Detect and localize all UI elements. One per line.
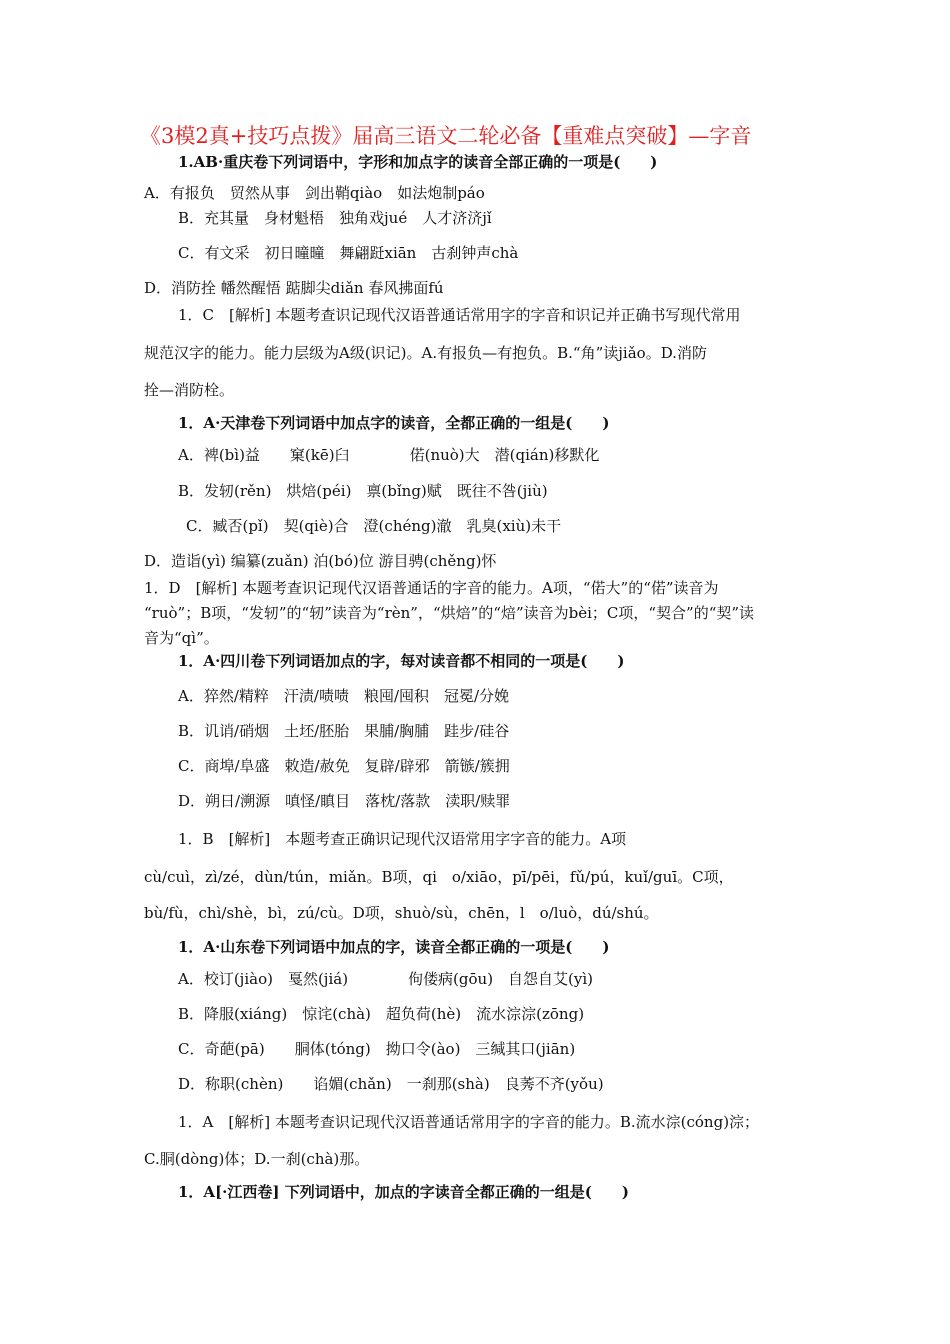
q3-answer-line1: 1．B [解析] 本题考查正确识记现代汉语常用字字音的能力。A项 [178,830,627,848]
page-title: 《3模2真+技巧点拨》届高三语文二轮必备【重难点突破】—字音 [140,124,752,148]
q4-option-d: D．称职(chèn) 谄媚(chǎn) 一刹那(shà) 良莠不齐(yǒu) [178,1075,604,1093]
q1-answer-line2: 规范汉字的能力。能力层级为A级(识记)。A.有报负—有抱负。B.“角”读jiǎo。D.消防 [144,344,707,362]
q2-answer-line2: “ruò”；B项，“发轫”的“轫”读音为“rèn”，“烘焙”的“焙”读音为bèi；C项，“契合”的“契”读 [144,604,755,622]
q2-option-d: D．造诣(yì) 编纂(zuǎn) 泊(bó)位 游目骋(chěng)怀 [144,552,497,570]
q1-answer-line3: 拴—消防栓。 [144,381,235,399]
q2-option-b: B．发轫(rěn) 烘焙(péi) 禀(bǐng)赋 既往不咎(jiù) [178,482,548,500]
q4-answer-line1: 1．A [解析] 本题考查识记现代汉语普通话常用字的字音的能力。B.流水淙(cóng)淙； [178,1113,760,1131]
q3-option-d: D．朔日/溯源 嗔怪/瞋目 落枕/落款 渎职/赎罪 [178,792,511,810]
q3-answer-line3: bù/fù，chì/shè，bì，zú/cù。D项，shuò/sù，chēn，l o/luò，dú/shú。 [144,904,659,922]
q1-option-a: A．有报负 贸然从事 剑出鞘qiào 如法炮制páo [144,184,485,202]
q1-stem: 1.AB·重庆卷下列词语中，字形和加点字的读音全部正确的一项是( ) [178,153,658,171]
q4-stem: 1．A·山东卷下列词语中加点的字，读音全都正确的一项是( ) [178,938,610,956]
q1-answer-line1: 1．C [解析] 本题考查识记现代汉语普通话常用字的字音和识记并正确书写现代常用 [178,306,741,324]
q2-answer-line1: 1．D [解析] 本题考查识记现代汉语普通话的字音的能力。A项，“偌大”的“偌”读音为 [144,579,719,597]
q3-option-a: A．猝然/精粹 汗渍/啧啧 粮囤/囤积 冠冕/分娩 [178,687,510,705]
q2-answer-line3: 音为“qì”。 [144,629,219,647]
q5-stem: 1．A[·江西卷] 下列词语中，加点的字读音全都正确的一组是( ) [178,1183,629,1201]
q4-option-a: A．校订(jiào) 戛然(jiá) 佝偻病(gōu) 自怨自艾(yì) [178,970,594,988]
q1-option-b: B．充其量 身材魁梧 独角戏jué 人才济济jǐ [178,209,492,227]
q4-answer-line2: C.胴(dòng)体；D.一刹(chà)那。 [144,1150,370,1168]
q3-option-c: C．商埠/阜盛 敕造/赦免 复辟/辟邪 箭镞/簇拥 [178,757,510,775]
q1-option-c: C．有文采 初日曈曈 舞翩跹xiān 古刹钟声chà [178,244,519,262]
q3-answer-line2: cù/cuì，zì/zé，dùn/tún，miǎn。B项，qi o/xiāo，pī/pēi，fǔ/pú，kuǐ/guī。C项， [144,868,734,886]
q4-option-c: C．奇葩(pā) 胴体(tóng) 拗口令(ào) 三缄其口(jiān) [178,1040,576,1058]
q2-option-a: A．裨(bì)益 窠(kē)臼 偌(nuò)大 潜(qián)移默化 [178,446,600,464]
q2-stem: 1．A·天津卷下列词语中加点字的读音，全都正确的一组是( ) [178,414,610,432]
q2-option-c: C．臧否(pǐ) 契(qiè)合 澄(chéng)澈 乳臭(xiù)未干 [186,517,562,535]
q4-option-b: B．降服(xiáng) 惊诧(chà) 超负荷(hè) 流水淙淙(zōng) [178,1005,585,1023]
q3-stem: 1．A·四川卷下列词语加点的字，每对读音都不相同的一项是( ) [178,652,625,670]
q3-option-b: B．讥诮/硝烟 土坯/胚胎 果脯/胸脯 跬步/硅谷 [178,722,510,740]
q1-option-d: D．消防拴 幡然醒悟 踮脚尖diǎn 春风拂面fú [144,279,444,297]
